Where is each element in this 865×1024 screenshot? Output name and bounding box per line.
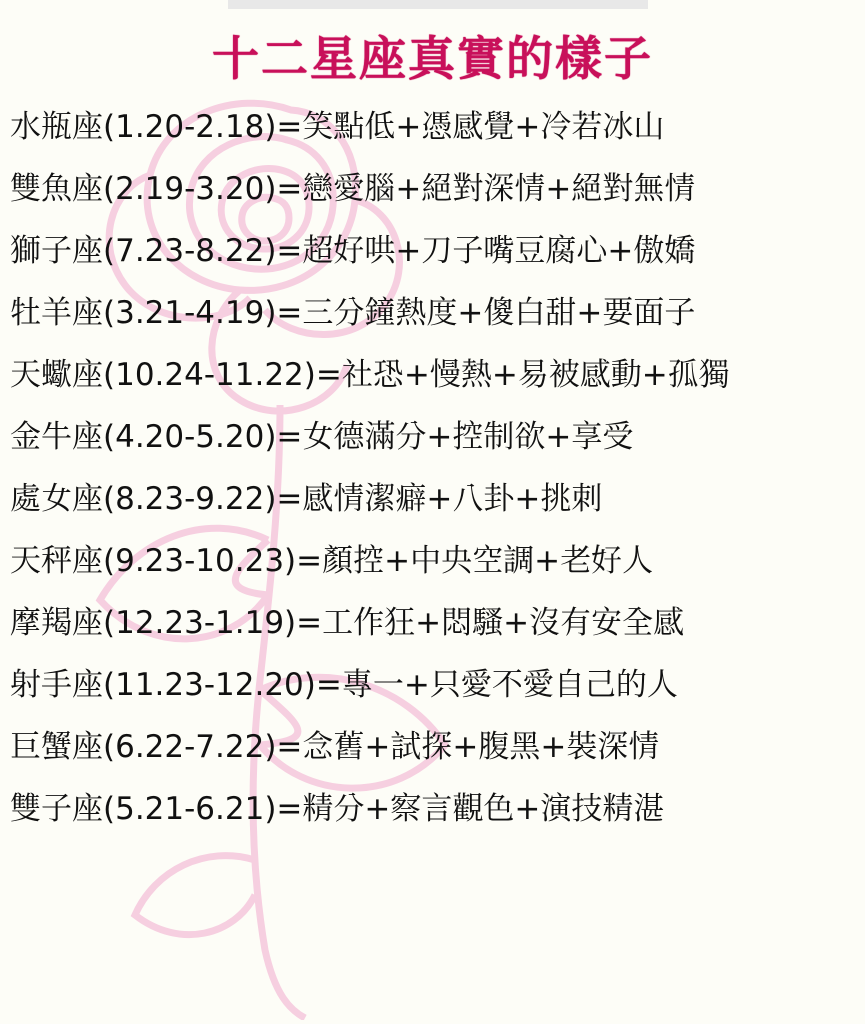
zodiac-sign: 巨蟹座	[10, 728, 103, 765]
zodiac-date-range: (4.20-5.20)	[103, 418, 277, 455]
list-item	[10, 418, 865, 455]
list-item	[10, 232, 865, 269]
zodiac-date-range: (6.22-7.22)	[103, 728, 277, 765]
zodiac-date-range: (2.19-3.20)	[103, 170, 277, 207]
equals-sign: =	[276, 108, 303, 145]
zodiac-sign: 雙魚座	[10, 170, 103, 207]
zodiac-traits: 超好哄+刀子嘴豆腐心+傲嬌	[302, 232, 696, 269]
zodiac-date-range: (8.23-9.22)	[103, 480, 277, 517]
equals-sign: =	[276, 480, 303, 517]
equals-sign: =	[276, 294, 303, 331]
equals-sign: =	[315, 356, 342, 393]
zodiac-traits: 專一+只愛不愛自己的人	[341, 666, 678, 703]
zodiac-traits: 工作狂+悶騷+沒有安全感	[322, 604, 685, 641]
top-edge-strip	[0, 0, 865, 16]
equals-sign: =	[296, 604, 323, 641]
zodiac-traits: 顏控+中央空調+老好人	[322, 542, 654, 579]
list-item	[10, 108, 865, 145]
zodiac-sign: 牡羊座	[10, 294, 103, 331]
zodiac-sign: 獅子座	[10, 232, 103, 269]
zodiac-sign: 摩羯座	[10, 604, 103, 641]
zodiac-sign: 天蠍座	[10, 356, 103, 393]
zodiac-traits: 笑點低+憑感覺+冷若冰山	[302, 108, 665, 145]
zodiac-date-range: (1.20-2.18)	[103, 108, 277, 145]
zodiac-traits: 女德滿分+控制欲+享受	[302, 418, 634, 455]
zodiac-traits: 三分鐘熱度+傻白甜+要面子	[302, 294, 696, 331]
zodiac-date-range: (11.23-12.20)	[103, 666, 316, 703]
list-item	[10, 666, 865, 703]
zodiac-sign: 射手座	[10, 666, 103, 703]
zodiac-date-range: (12.23-1.19)	[103, 604, 297, 641]
list-item	[10, 604, 865, 641]
equals-sign: =	[276, 170, 303, 207]
top-grey-block	[228, 0, 648, 9]
equals-sign: =	[315, 666, 342, 703]
list-item	[10, 356, 865, 393]
list-item	[10, 480, 865, 517]
list-item	[10, 728, 865, 765]
zodiac-date-range: (9.23-10.23)	[103, 542, 297, 579]
equals-sign: =	[276, 418, 303, 455]
list-item	[10, 542, 865, 579]
zodiac-sign: 天秤座	[10, 542, 103, 579]
equals-sign: =	[276, 790, 303, 827]
zodiac-sign: 處女座	[10, 480, 103, 517]
zodiac-traits: 念舊+試探+腹黑+裝深情	[302, 728, 660, 765]
list-item	[10, 170, 865, 207]
zodiac-date-range: (5.21-6.21)	[103, 790, 277, 827]
zodiac-traits: 精分+察言觀色+演技精湛	[302, 790, 665, 827]
equals-sign: =	[296, 542, 323, 579]
zodiac-list	[0, 86, 865, 825]
zodiac-traits: 戀愛腦+絕對深情+絕對無情	[302, 170, 696, 207]
zodiac-traits: 感情潔癖+八卦+挑刺	[302, 480, 603, 517]
zodiac-date-range: (7.23-8.22)	[103, 232, 277, 269]
list-item	[10, 294, 865, 331]
zodiac-sign: 雙子座	[10, 790, 103, 827]
zodiac-sign: 水瓶座	[10, 108, 103, 145]
zodiac-traits: 社恐+慢熱+易被感動+孤獨	[341, 356, 730, 393]
zodiac-sign: 金牛座	[10, 418, 103, 455]
list-item	[10, 790, 865, 827]
page-title: 十二星座真實的樣子	[212, 32, 653, 87]
equals-sign: =	[276, 728, 303, 765]
zodiac-date-range: (10.24-11.22)	[103, 356, 316, 393]
zodiac-date-range: (3.21-4.19)	[103, 294, 277, 331]
equals-sign: =	[276, 232, 303, 269]
